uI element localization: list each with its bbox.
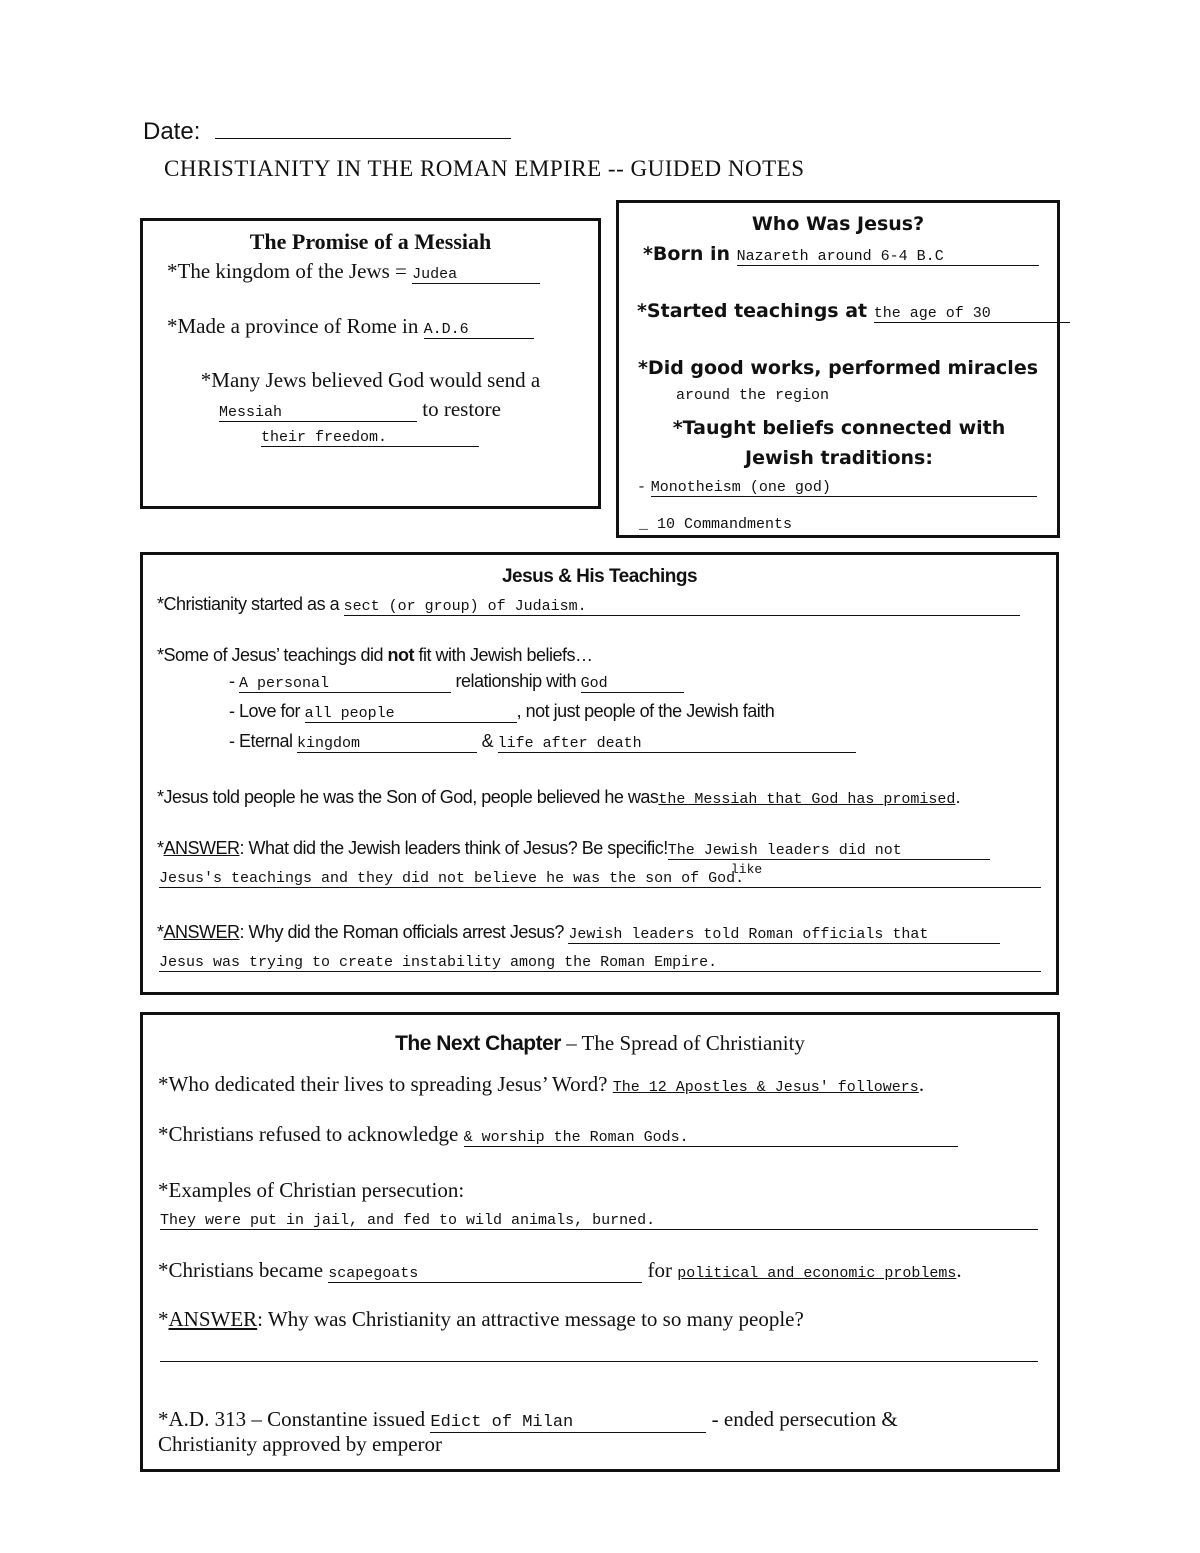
jesus-a1[interactable]: Nazareth around 6-4 B.C (737, 248, 1039, 266)
teachings-item2 (229, 701, 774, 723)
date-row (143, 114, 511, 146)
spread-q2-text: *Christians refused to acknowledge (158, 1122, 459, 1146)
spread-q5-answer-label: ANSWER (168, 1307, 258, 1331)
jesus-heading: Who Was Jesus? (751, 213, 925, 235)
spread-heading-bold: The Next Chapter (395, 1032, 561, 1055)
teachings-i1-a[interactable]: A personal (239, 675, 451, 693)
spread-q4-mid: for (647, 1258, 673, 1282)
teachings-i1-b[interactable]: God (581, 675, 684, 693)
jesus-q1-text: *Born in (643, 243, 731, 265)
jesus-q2 (637, 300, 1070, 323)
teachings-i1-dash: - (229, 671, 235, 691)
teachings-a4-line2[interactable]: Jesus's teachings and they did not believe he was the son of God. (159, 870, 1041, 888)
teachings-a3[interactable]: the Messiah that God has promised (658, 791, 956, 808)
spread-q3: *Examples of Christian persecution: (158, 1178, 465, 1202)
teachings-q5: *ANSWER: Why did the Roman officials arrest Jesus? Jewish leaders told Roman officials that (157, 922, 1000, 944)
jesus-a2[interactable]: the age of 30 (874, 305, 1070, 323)
spread-a1[interactable]: The 12 Apostles & Jesus' followers (612, 1079, 919, 1096)
teachings-q3 (157, 787, 960, 808)
jesus-q4: *Taught beliefs connected with Jewish traditions: (672, 417, 1006, 469)
spread-q5-answer-line[interactable] (160, 1361, 1038, 1362)
teachings-q4: *ANSWER: What did the Jewish leaders think of Jesus? Be specific!The Jewish leaders did not (157, 838, 990, 860)
jesus-box (616, 200, 1060, 538)
spread-q1-text: *Who dedicated their lives to spreading Jesus’ Word? (158, 1072, 608, 1096)
teachings-i2-post: , not just people of the Jewish faith (516, 701, 775, 721)
spread-heading-rest: – The Spread of Christianity (566, 1031, 805, 1055)
teachings-a4-line1[interactable]: The Jewish leaders did not (668, 842, 990, 860)
teachings-a1[interactable]: sect (or group) of Judaism. (344, 598, 1020, 616)
jesus-b1-answer[interactable]: Monotheism (one god) (651, 479, 1037, 497)
teachings-i3-pre: - Eternal (229, 731, 293, 751)
messiah-a3[interactable]: Messiah (219, 404, 417, 422)
teachings-q2-bold: not (387, 645, 414, 665)
spread-a3[interactable]: They were put in jail, and fed to wild animals, burned. (160, 1212, 1038, 1230)
teachings-q1 (157, 594, 1020, 616)
teachings-q2-pre: *Some of Jesus’ teachings did (157, 645, 383, 665)
teachings-i3-b[interactable]: life after death (498, 735, 856, 753)
messiah-heading: The Promise of a Messiah (249, 229, 492, 254)
teachings-i2-pre: - Love for (229, 701, 301, 721)
spread-q4-text: *Christians became (158, 1258, 324, 1282)
jesus-b2-answer[interactable]: 10 Commandments (657, 516, 793, 533)
spread-q5: *ANSWER: Why was Christianity an attractive message to so many people? (158, 1307, 804, 1331)
teachings-i3-a[interactable]: kingdom (297, 735, 477, 753)
teachings-q5-answer-label: ANSWER (163, 922, 240, 942)
teachings-i1-mid: relationship with (455, 671, 577, 691)
teachings-i3-mid: & (481, 731, 494, 751)
jesus-a3[interactable]: around the region (676, 387, 830, 404)
jesus-q3: *Did good works, performed miracles (637, 357, 1039, 379)
spread-q6-line2: Christianity approved by emperor (158, 1432, 443, 1456)
teachings-q2-post: fit with Jewish beliefs… (418, 645, 593, 665)
spread-q2 (158, 1122, 958, 1147)
teachings-q2 (157, 645, 593, 666)
spread-a6[interactable]: Edict of Milan (430, 1413, 706, 1433)
jesus-q2-text: *Started teachings at (637, 300, 868, 322)
teachings-q4-answer-label: ANSWER (163, 838, 240, 858)
spread-box (140, 1012, 1060, 1472)
spread-q4 (158, 1258, 962, 1283)
spread-a2[interactable]: & worship the Roman Gods. (464, 1129, 958, 1147)
messiah-q1 (167, 259, 540, 284)
jesus-b1 (637, 477, 1037, 497)
messiah-q3b-text: to restore (422, 397, 501, 421)
spread-q5-text: : Why was Christianity an attractive message to so many people? (257, 1307, 804, 1331)
teachings-i2-a[interactable]: all people (305, 705, 517, 723)
spread-a4b-end: . (956, 1258, 962, 1282)
teachings-q3-text: *Jesus told people he was the Son of God, people believed he was (157, 787, 659, 807)
teachings-a5-line1[interactable]: Jewish leaders told Roman officials that (568, 926, 1000, 944)
jesus-q1 (643, 243, 1039, 266)
teachings-item3 (229, 731, 856, 753)
messiah-q3: *Many Jews believed God would send a (200, 368, 541, 392)
teachings-q4-text: : What did the Jewish leaders think of Jesus? Be specific! (239, 838, 668, 858)
jesus-b2-dash: _ (639, 516, 649, 533)
spread-heading (143, 1031, 1057, 1056)
teachings-q1-text: *Christianity started as a (157, 594, 340, 614)
messiah-box (140, 218, 601, 509)
teachings-a4-like[interactable]: like (731, 862, 763, 877)
spread-a4[interactable]: scapegoats (328, 1265, 642, 1283)
messiah-q2 (167, 314, 534, 339)
jesus-b2 (639, 516, 792, 533)
messiah-q3-line2 (219, 397, 501, 422)
spread-q1 (158, 1072, 924, 1097)
messiah-a1[interactable]: Judea (412, 266, 540, 284)
spread-a1-end: . (918, 1072, 925, 1096)
jesus-b1-dash: - (637, 479, 647, 496)
messiah-q1-text: *The kingdom of the Jews = (167, 259, 407, 283)
teachings-a3-end: . (955, 787, 960, 807)
spread-q6-text: *A.D. 313 – Constantine issued (158, 1407, 426, 1431)
date-field[interactable] (215, 114, 511, 139)
spread-a4b[interactable]: political and economic problems (677, 1265, 957, 1282)
teachings-heading: Jesus & His Teachings (501, 566, 698, 587)
spread-q6 (158, 1407, 898, 1433)
messiah-a3b[interactable]: their freedom. (261, 429, 479, 447)
date-label: Date: (143, 118, 201, 145)
messiah-a2[interactable]: A.D.6 (424, 321, 534, 339)
teachings-box (140, 552, 1059, 995)
messiah-q2-text: *Made a province of Rome in (167, 314, 419, 338)
page-title: CHRISTIANITY IN THE ROMAN EMPIRE -- GUIDED NOTES (164, 156, 805, 181)
teachings-item1 (229, 671, 684, 693)
spread-q6-post: - ended persecution & (711, 1407, 898, 1431)
teachings-q5-text: : Why did the Roman officials arrest Jesus? (239, 922, 564, 942)
teachings-a5-line2[interactable]: Jesus was trying to create instability among the Roman Empire. (159, 954, 1041, 972)
